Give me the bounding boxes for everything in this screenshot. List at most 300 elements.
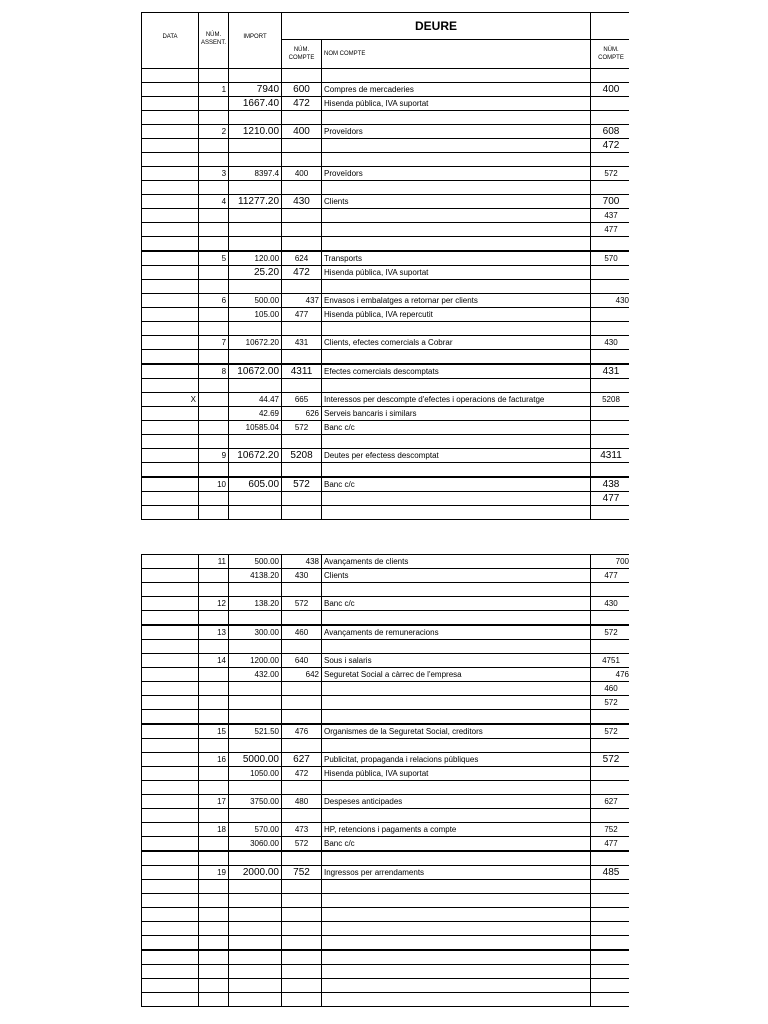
cell-account-name: Clients (322, 195, 591, 209)
table-row (142, 936, 632, 951)
cell-entry-num (199, 407, 229, 421)
cell-entry-num (199, 69, 229, 83)
cell-amount (229, 111, 282, 125)
table-row (142, 209, 632, 223)
cell-account-num-right: 477 (591, 569, 632, 583)
cell-entry-num (199, 739, 229, 753)
cell-account-num (282, 139, 322, 153)
cell-entry-num (199, 139, 229, 153)
cell-account-num: 642 (282, 668, 322, 682)
cell-account-num (282, 237, 322, 252)
cell-account-num (282, 379, 322, 393)
cell-amount (229, 280, 282, 294)
cell-account-name: Hisenda pública, IVA repercutit (322, 308, 591, 322)
cell-date (142, 379, 199, 393)
journal-sheet-bottom (141, 554, 632, 1007)
cell-account-num: 430 (282, 569, 322, 583)
table-row (142, 364, 632, 379)
cell-amount: 105.00 (229, 308, 282, 322)
cell-amount (229, 492, 282, 506)
cell-account-num-right (591, 781, 632, 795)
cell-account-num: 472 (282, 266, 322, 280)
cell-amount: 10585.04 (229, 421, 282, 435)
cell-account-num-right: 752 (591, 823, 632, 837)
header-amount: IMPORT (229, 13, 282, 69)
cell-date (142, 682, 199, 696)
table-row (142, 492, 632, 506)
cell-account-num-right (591, 435, 632, 449)
cell-account-num: 627 (282, 753, 322, 767)
table-row (142, 880, 632, 894)
cell-account-name (322, 322, 591, 336)
cell-entry-num (199, 837, 229, 852)
cell-date (142, 611, 199, 626)
table-row (142, 866, 632, 880)
table-row (142, 69, 632, 83)
cell-account-num-right: 572 (591, 753, 632, 767)
cell-entry-num (199, 583, 229, 597)
table-row (142, 266, 632, 280)
cell-account-num-right: 476 (591, 668, 632, 682)
table-row (142, 710, 632, 725)
cell-entry-num: 8 (199, 364, 229, 379)
cell-date (142, 880, 199, 894)
cell-amount (229, 894, 282, 908)
cell-entry-num (199, 950, 229, 965)
cell-entry-num: 3 (199, 167, 229, 181)
cell-amount: 7940 (229, 83, 282, 97)
cell-date (142, 654, 199, 668)
cell-date (142, 421, 199, 435)
cell-account-num-right (591, 506, 632, 520)
cell-entry-num (199, 611, 229, 626)
cell-account-name: Envasos i embalatges a retornar per clients (322, 294, 591, 308)
cell-amount: 10672.00 (229, 364, 282, 379)
cell-date (142, 463, 199, 478)
cell-entry-num (199, 97, 229, 111)
cell-account-num-right (591, 181, 632, 195)
cell-account-num-right: 572 (591, 167, 632, 181)
table-row (142, 111, 632, 125)
cell-entry-num: 12 (199, 597, 229, 611)
cell-date (142, 237, 199, 252)
cell-account-name (322, 710, 591, 725)
cell-account-name (322, 979, 591, 993)
table-row (142, 449, 632, 463)
cell-account-name: Hisenda pública, IVA suportat (322, 767, 591, 781)
table-row (142, 393, 632, 407)
table-row (142, 407, 632, 421)
cell-amount (229, 851, 282, 866)
cell-account-name (322, 640, 591, 654)
cell-entry-num (199, 153, 229, 167)
cell-account-num (282, 965, 322, 979)
table-row (142, 625, 632, 640)
cell-account-num-right: 477 (591, 492, 632, 506)
table-row (142, 153, 632, 167)
cell-amount: 3750.00 (229, 795, 282, 809)
table-row (142, 908, 632, 922)
cell-entry-num (199, 280, 229, 294)
cell-account-num (282, 710, 322, 725)
cell-account-num (282, 979, 322, 993)
table-row (142, 739, 632, 753)
cell-account-name (322, 139, 591, 153)
cell-date (142, 153, 199, 167)
cell-account-num-right: 430 (591, 597, 632, 611)
cell-entry-num (199, 308, 229, 322)
cell-entry-num (199, 696, 229, 710)
cell-date (142, 181, 199, 195)
cell-amount: 138.20 (229, 597, 282, 611)
cell-date (142, 139, 199, 153)
cell-account-num (282, 506, 322, 520)
cell-entry-num (199, 506, 229, 520)
cell-account-num: 572 (282, 421, 322, 435)
cell-account-name (322, 379, 591, 393)
cell-amount: 11277.20 (229, 195, 282, 209)
cell-entry-num: 18 (199, 823, 229, 837)
cell-account-name (322, 209, 591, 223)
table-row (142, 139, 632, 153)
table-row (142, 611, 632, 626)
cell-account-num: 626 (282, 407, 322, 421)
cell-account-name: Seguretat Social a càrrec de l'empresa (322, 668, 591, 682)
cell-account-num: 640 (282, 654, 322, 668)
cell-date (142, 922, 199, 936)
cell-date (142, 492, 199, 506)
cell-amount: 10672.20 (229, 336, 282, 350)
cell-amount: 500.00 (229, 294, 282, 308)
cell-date (142, 83, 199, 97)
cell-account-num-right: 485 (591, 866, 632, 880)
cell-account-num-right: 700 (591, 555, 632, 569)
cell-entry-num (199, 223, 229, 237)
cell-account-name: Transports (322, 251, 591, 266)
header-date: DATA (142, 13, 199, 69)
cell-account-num (282, 322, 322, 336)
cell-account-num (282, 153, 322, 167)
cell-date (142, 125, 199, 139)
cell-amount: 5000.00 (229, 753, 282, 767)
cell-account-num (282, 350, 322, 365)
cell-date (142, 583, 199, 597)
cell-account-num-right: 572 (591, 696, 632, 710)
cell-date (142, 837, 199, 852)
cell-account-num (282, 209, 322, 223)
cell-account-num-right: 400 (591, 83, 632, 97)
cell-account-name (322, 936, 591, 951)
cell-amount (229, 181, 282, 195)
cell-account-name: Serveis bancaris i similars (322, 407, 591, 421)
cell-date (142, 979, 199, 993)
header-debit-title: DEURE (282, 13, 591, 40)
cell-entry-num (199, 809, 229, 823)
cell-account-name (322, 696, 591, 710)
journal-table-top (141, 12, 632, 520)
cell-entry-num: 4 (199, 195, 229, 209)
cell-amount (229, 809, 282, 823)
cell-entry-num (199, 393, 229, 407)
cell-account-num (282, 492, 322, 506)
cell-entry-num (199, 851, 229, 866)
cell-entry-num (199, 710, 229, 725)
cell-account-num (282, 809, 322, 823)
cell-account-num (282, 950, 322, 965)
cell-account-num (282, 936, 322, 951)
cell-account-name: Banc c/c (322, 837, 591, 852)
cell-entry-num (199, 435, 229, 449)
header-account-num: NÚM. COMPTE (282, 40, 322, 69)
cell-amount: 1200.00 (229, 654, 282, 668)
table-row (142, 979, 632, 993)
cell-entry-num: 17 (199, 795, 229, 809)
cell-account-num-right: 4751 (591, 654, 632, 668)
cell-date (142, 477, 199, 492)
cell-entry-num (199, 979, 229, 993)
cell-amount (229, 435, 282, 449)
cell-account-name: Clients, efectes comercials a Cobrar (322, 336, 591, 350)
cell-amount (229, 640, 282, 654)
cell-account-name (322, 965, 591, 979)
cell-account-num-right: 477 (591, 837, 632, 852)
cell-account-num-right (591, 880, 632, 894)
cell-entry-num (199, 936, 229, 951)
table-row (142, 181, 632, 195)
cell-account-name: Hisenda pública, IVA suportat (322, 97, 591, 111)
table-row (142, 125, 632, 139)
cell-account-name: Publicitat, propaganda i relacions públiques (322, 753, 591, 767)
cell-account-name: Avançaments de remuneracions (322, 625, 591, 640)
table-row (142, 753, 632, 767)
cell-account-num-right (591, 322, 632, 336)
cell-entry-num (199, 111, 229, 125)
cell-amount (229, 463, 282, 478)
table-row (142, 597, 632, 611)
cell-account-num: 430 (282, 195, 322, 209)
cell-entry-num: 6 (199, 294, 229, 308)
cell-account-name: Interessos per descompte d'efectes i operacions de facturatge (322, 393, 591, 407)
cell-account-num-right (591, 936, 632, 951)
cell-amount (229, 223, 282, 237)
cell-account-name (322, 181, 591, 195)
cell-entry-num (199, 209, 229, 223)
cell-amount: 44.47 (229, 393, 282, 407)
cell-entry-num (199, 993, 229, 1007)
journal-table-bottom (141, 554, 632, 1007)
cell-account-num: 4311 (282, 364, 322, 379)
cell-amount: 4138.20 (229, 569, 282, 583)
cell-entry-num: 1 (199, 83, 229, 97)
cell-amount (229, 682, 282, 696)
cell-date (142, 894, 199, 908)
table-row (142, 435, 632, 449)
cell-amount: 300.00 (229, 625, 282, 640)
cell-account-num (282, 993, 322, 1007)
cell-entry-num (199, 569, 229, 583)
cell-date (142, 809, 199, 823)
cell-entry-num: 15 (199, 724, 229, 739)
cell-account-num-right (591, 767, 632, 781)
cell-date (142, 294, 199, 308)
cell-amount: 605.00 (229, 477, 282, 492)
cell-amount (229, 379, 282, 393)
cell-account-name (322, 69, 591, 83)
cell-account-num (282, 922, 322, 936)
cell-account-num-right (591, 993, 632, 1007)
cell-account-num: 477 (282, 308, 322, 322)
cell-account-num-right (591, 153, 632, 167)
cell-account-num: 572 (282, 477, 322, 492)
cell-account-name: HP, retencions i pagaments a compte (322, 823, 591, 837)
cell-account-num (282, 223, 322, 237)
table-row (142, 668, 632, 682)
cell-account-num-right (591, 421, 632, 435)
cell-date (142, 569, 199, 583)
cell-entry-num (199, 181, 229, 195)
cell-account-num (282, 781, 322, 795)
table-row (142, 463, 632, 478)
cell-account-num: 476 (282, 724, 322, 739)
cell-account-name: Ingressos per arrendaments (322, 866, 591, 880)
cell-amount (229, 908, 282, 922)
cell-account-num (282, 111, 322, 125)
cell-account-num-right: 477 (591, 223, 632, 237)
cell-entry-num: 16 (199, 753, 229, 767)
cell-amount (229, 936, 282, 951)
cell-date (142, 111, 199, 125)
cell-account-num-right (591, 710, 632, 725)
cell-account-num-right: 5208 (591, 393, 632, 407)
table-row (142, 195, 632, 209)
cell-account-name (322, 781, 591, 795)
cell-entry-num (199, 492, 229, 506)
cell-account-num (282, 696, 322, 710)
cell-date (142, 710, 199, 725)
cell-account-num (282, 880, 322, 894)
cell-account-num (282, 69, 322, 83)
cell-account-num: 473 (282, 823, 322, 837)
cell-account-name (322, 583, 591, 597)
cell-account-num-right (591, 407, 632, 421)
table-row (142, 682, 632, 696)
cell-date (142, 280, 199, 294)
cell-account-num: 600 (282, 83, 322, 97)
cell-amount: 25.20 (229, 266, 282, 280)
cell-account-num-right: 437 (591, 209, 632, 223)
cell-entry-num: 2 (199, 125, 229, 139)
table-row (142, 555, 632, 569)
cell-account-num-right (591, 908, 632, 922)
cell-account-num-right (591, 979, 632, 993)
cell-amount (229, 69, 282, 83)
cell-account-num: 472 (282, 767, 322, 781)
cell-account-num-right (591, 463, 632, 478)
table-row (142, 894, 632, 908)
cell-account-num (282, 640, 322, 654)
cell-account-num-right: 627 (591, 795, 632, 809)
cell-entry-num (199, 640, 229, 654)
journal-body-top (142, 69, 632, 520)
cell-entry-num (199, 322, 229, 336)
cell-amount: 8397.4 (229, 167, 282, 181)
cell-amount (229, 950, 282, 965)
cell-account-num: 5208 (282, 449, 322, 463)
table-row (142, 809, 632, 823)
cell-date (142, 950, 199, 965)
cell-date (142, 223, 199, 237)
header-account-name: NOM COMPTE (322, 40, 591, 69)
cell-account-num: 665 (282, 393, 322, 407)
cell-account-num: 472 (282, 97, 322, 111)
table-row (142, 781, 632, 795)
cell-account-name (322, 851, 591, 866)
table-row (142, 851, 632, 866)
cell-amount (229, 583, 282, 597)
cell-account-num (282, 181, 322, 195)
cell-entry-num (199, 880, 229, 894)
table-row (142, 322, 632, 336)
cell-account-name: Proveïdors (322, 125, 591, 139)
cell-account-num: 572 (282, 597, 322, 611)
cell-entry-num (199, 908, 229, 922)
cell-amount: 2000.00 (229, 866, 282, 880)
cell-account-name: Sous i salaris (322, 654, 591, 668)
cell-account-num-right (591, 894, 632, 908)
table-row (142, 696, 632, 710)
cell-account-num: 480 (282, 795, 322, 809)
cell-entry-num (199, 266, 229, 280)
cell-account-num-right (591, 379, 632, 393)
cell-account-name: Banc c/c (322, 597, 591, 611)
cell-account-name (322, 492, 591, 506)
cell-amount (229, 237, 282, 252)
cell-date (142, 195, 199, 209)
cell-account-name: Compres de mercaderies (322, 83, 591, 97)
table-row (142, 167, 632, 181)
table-row (142, 922, 632, 936)
cell-entry-num: 9 (199, 449, 229, 463)
cell-date (142, 767, 199, 781)
cell-date (142, 625, 199, 640)
cell-account-name: Despeses anticipades (322, 795, 591, 809)
cell-amount (229, 922, 282, 936)
cell-entry-num: 19 (199, 866, 229, 880)
cell-amount: 521.50 (229, 724, 282, 739)
cell-account-num-right: 700 (591, 195, 632, 209)
cell-account-num: 437 (282, 294, 322, 308)
cell-date (142, 866, 199, 880)
cell-date (142, 936, 199, 951)
cell-account-name (322, 280, 591, 294)
cell-account-num-right (591, 266, 632, 280)
cell-entry-num: 13 (199, 625, 229, 640)
cell-date (142, 724, 199, 739)
cell-account-num-right (591, 809, 632, 823)
table-row (142, 724, 632, 739)
cell-account-num-right (591, 851, 632, 866)
cell-entry-num: 10 (199, 477, 229, 492)
cell-account-name (322, 153, 591, 167)
header-account-num-right: NÚM. COMPTE (591, 40, 632, 69)
cell-entry-num: 11 (199, 555, 229, 569)
cell-account-name (322, 463, 591, 478)
cell-account-name (322, 111, 591, 125)
table-row (142, 379, 632, 393)
cell-date (142, 69, 199, 83)
table-row (142, 640, 632, 654)
table-row (142, 767, 632, 781)
